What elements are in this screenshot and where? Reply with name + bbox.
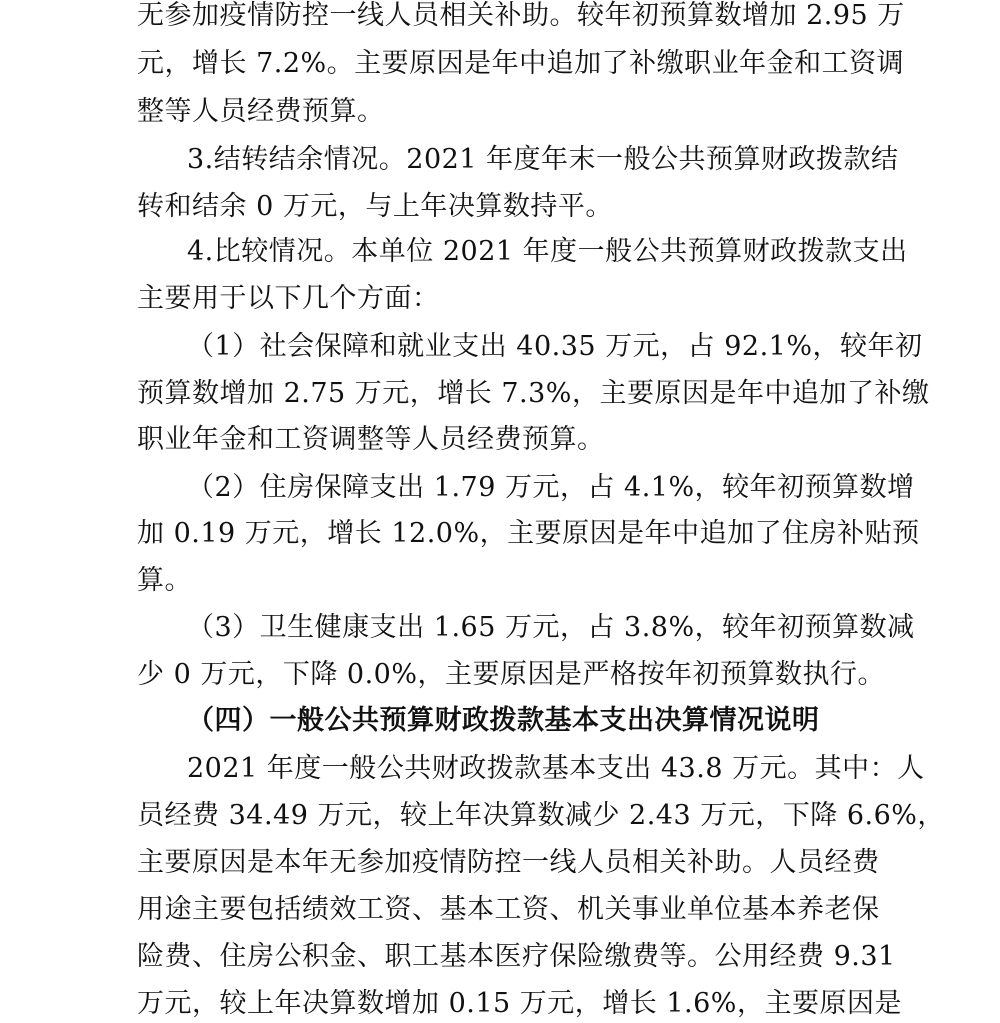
text-line: 用途主要包括绩效工资、基本工资、机关事业单位基本养老保 — [137, 894, 880, 925]
text-line: 少 0 万元，下降 0.0%，主要原因是严格按年初预算数执行。 — [137, 659, 886, 690]
text-line: 加 0.19 万元，增长 12.0%，主要原因是年中追加了住房补贴预 — [137, 518, 920, 549]
text-line: （3）卫生健康支出 1.65 万元，占 3.8%，较年初预算数减 — [187, 612, 915, 643]
text-line: 职业年金和工资调整等人员经费预算。 — [137, 424, 605, 455]
section-heading: （四）一般公共预算财政拨款基本支出决算情况说明 — [187, 705, 820, 736]
text-line: （1）社会保障和就业支出 40.35 万元，占 92.1%，较年初 — [187, 331, 923, 362]
text-line: 2021 年度一般公共财政拨款基本支出 43.8 万元。其中：人 — [187, 753, 925, 784]
text-line: 算。 — [137, 565, 192, 596]
text-line: 主要用于以下几个方面： — [137, 283, 440, 314]
text-line: 3.结转结余情况。2021 年度年末一般公共预算财政拨款结 — [187, 144, 899, 175]
text-line: 主要原因是本年无参加疫情防控一线人员相关补助。人员经费 — [137, 847, 880, 878]
text-line: 万元，较上年决算数增加 0.15 万元，增长 1.6%，主要原因是 — [137, 988, 902, 1019]
text-line: 整等人员经费预算。 — [137, 96, 385, 127]
text-line: 员经费 34.49 万元，较上年决算数减少 2.43 万元，下降 6.6%， — [137, 800, 945, 831]
text-line: 转和结余 0 万元，与上年决算数持平。 — [137, 191, 613, 222]
text-line: 4.比较情况。本单位 2021 年度一般公共预算财政拨款支出 — [187, 236, 908, 267]
text-line: 无参加疫情防控一线人员相关补助。较年初预算数增加 2.95 万 — [137, 0, 905, 31]
text-line: 险费、住房公积金、职工基本医疗保险缴费等。公用经费 9.31 — [137, 941, 896, 972]
text-line: 元，增长 7.2%。主要原因是年中追加了补缴职业年金和工资调 — [137, 48, 905, 79]
text-line: 预算数增加 2.75 万元，增长 7.3%，主要原因是年中追加了补缴 — [137, 378, 930, 409]
text-line: （2）住房保障支出 1.79 万元，占 4.1%，较年初预算数增 — [187, 472, 915, 503]
